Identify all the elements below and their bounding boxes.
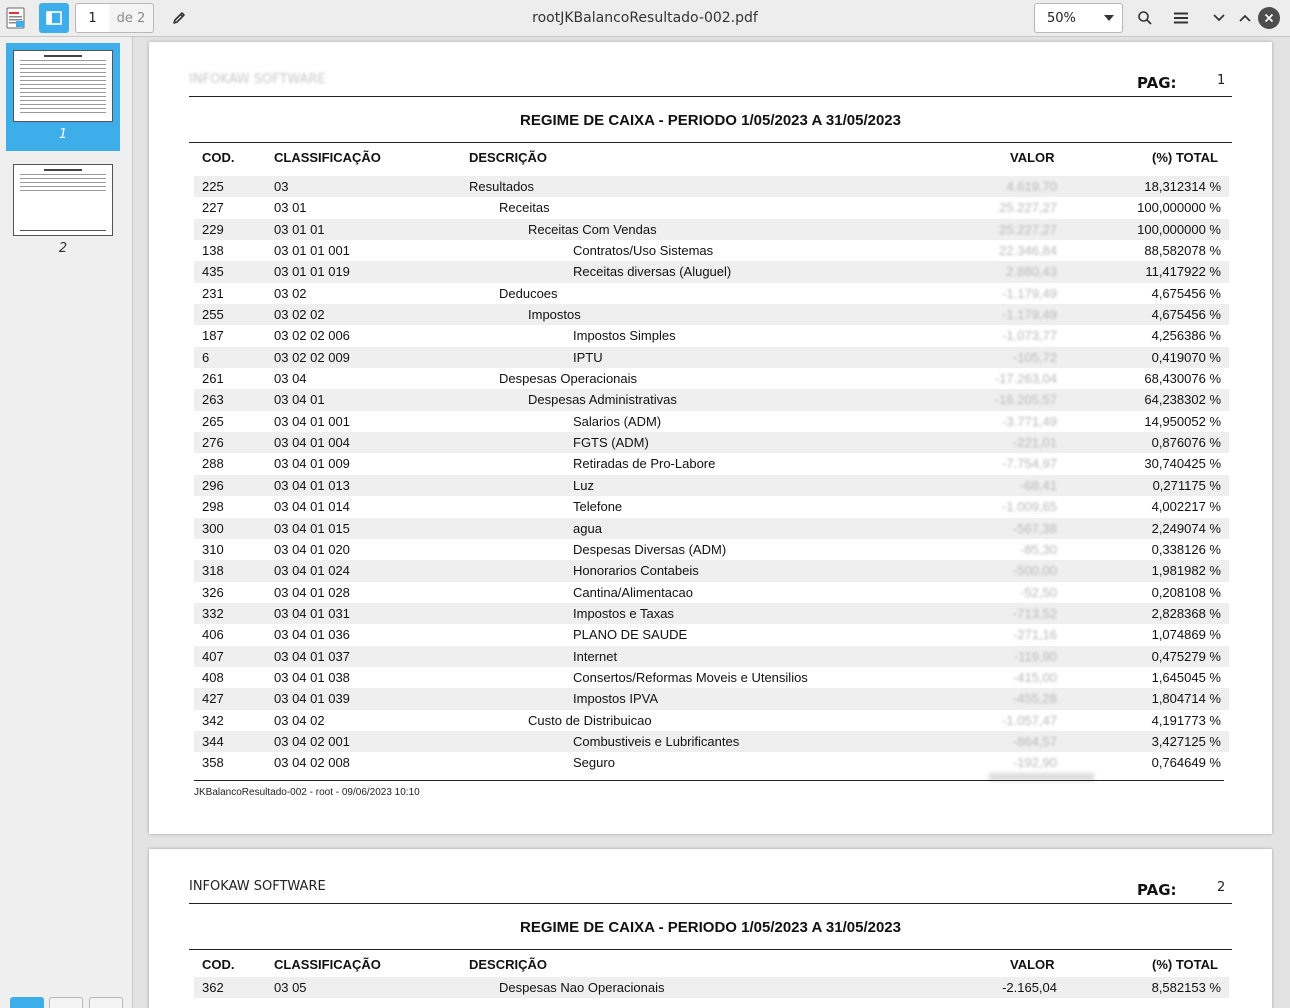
cell-descricao: Despesas Nao Operacionais: [499, 980, 665, 995]
cell-valor: -1.179,49: [1002, 307, 1057, 323]
thumbnail-page-1[interactable]: [13, 50, 113, 122]
cell-total: 0,475279 %: [1151, 648, 1221, 664]
cell-valor: -119,90: [1013, 648, 1057, 664]
cell-cod: 263: [202, 392, 224, 408]
search-button[interactable]: [1133, 6, 1157, 30]
cell-cod: 344: [202, 733, 224, 749]
search-icon: [1137, 10, 1153, 26]
cell-total: 18,312314 %: [1144, 179, 1221, 194]
cell-cod: 300: [202, 520, 224, 536]
cell-descricao: Contratos/Uso Sistemas: [573, 243, 714, 259]
thumbnail-label: 2: [58, 241, 68, 256]
close-icon: [1264, 13, 1274, 23]
cell-cod: 276: [202, 435, 224, 451]
cell-valor: -52,50: [1020, 584, 1057, 600]
sidebar-toggle-button[interactable]: [39, 3, 69, 33]
cell-cod: 332: [202, 605, 224, 621]
cell-descricao: PLANO DE SAUDE: [573, 627, 688, 643]
cell-classificacao: 03 04 01 038: [274, 669, 350, 685]
cell-classificacao: 03 01 01 001: [274, 243, 350, 259]
table-row: [194, 325, 1229, 346]
bookmarks-view-button[interactable]: [49, 997, 83, 1008]
cell-classificacao: 03 04 02: [274, 712, 325, 728]
cell-cod: 435: [202, 264, 224, 280]
table-row: [194, 624, 1229, 645]
menu-icon: [1173, 11, 1189, 25]
cell-total: 100,000000 %: [1137, 200, 1221, 216]
cell-descricao: Luz: [573, 477, 594, 493]
cell-valor: -192,90: [1012, 755, 1057, 771]
table-row: [194, 539, 1229, 560]
cell-descricao: Impostos: [528, 307, 581, 323]
table-row: [194, 261, 1229, 282]
cell-descricao: Combustiveis e Lubrificantes: [573, 733, 740, 749]
pdf-page-1: [149, 42, 1272, 834]
previous-page-button[interactable]: [1233, 6, 1257, 30]
cell-classificacao: 03 04 01 039: [274, 691, 350, 707]
table-row: [194, 582, 1229, 603]
cell-valor: -271,16: [1012, 627, 1057, 643]
cell-descricao: Deducoes: [499, 285, 558, 301]
table-row: [194, 347, 1229, 368]
table-row: [194, 603, 1229, 624]
pen-icon: [171, 10, 187, 26]
report-title: REGIME DE CAIXA - PERIODO 1/05/2023 A 31/05/2023: [520, 919, 901, 936]
header-total: (%) TOTAL: [1152, 957, 1218, 972]
cell-classificacao: 03 04: [274, 371, 307, 387]
cell-classificacao: 03 04 01 004: [274, 435, 350, 451]
cell-descricao: Impostos IPVA: [573, 691, 659, 707]
company-name: INFOKAW SOFTWARE: [189, 72, 326, 87]
cell-valor: 25.227,27: [999, 200, 1057, 216]
cell-cod: 298: [202, 499, 224, 515]
chevron-down-icon: [1212, 13, 1226, 23]
table-row: [194, 219, 1229, 240]
cell-valor: -713,52: [1012, 605, 1057, 621]
header-valor: VALOR: [1010, 150, 1055, 165]
cell-valor: -455,28: [1012, 691, 1057, 707]
cell-cod: 231: [202, 285, 224, 301]
cell-valor: -567,38: [1012, 520, 1057, 536]
header-valor: VALOR: [1010, 957, 1055, 972]
table-row: [194, 667, 1229, 688]
cell-descricao: Despesas Administrativas: [528, 392, 677, 408]
cell-classificacao: 03 01: [274, 200, 307, 216]
cell-valor: -85,30: [1020, 541, 1057, 557]
close-button[interactable]: [1258, 7, 1280, 29]
cell-total: 64,238302 %: [1144, 392, 1221, 408]
cell-total: 4,675456 %: [1151, 285, 1221, 301]
cell-total: 4,675456 %: [1151, 307, 1221, 323]
header-rule: [189, 903, 1232, 904]
cell-classificacao: 03 04 01 001: [274, 413, 350, 429]
header-classificacao: CLASSIFICAÇÃO: [274, 150, 381, 165]
cell-total: 0,271175 %: [1152, 477, 1221, 493]
cell-cod: 6: [202, 349, 210, 365]
header-cod: COD.: [202, 150, 235, 165]
cell-total: 2,249074 %: [1151, 520, 1221, 536]
cell-cod: 408: [202, 669, 224, 685]
report-title: REGIME DE CAIXA - PERIODO 1/05/2023 A 31/05/2023: [520, 112, 901, 129]
cell-total: 88,582078 %: [1144, 243, 1221, 259]
next-page-button[interactable]: [1207, 6, 1231, 30]
header-rule: [189, 96, 1232, 97]
cell-total: 8,582153 %: [1151, 980, 1221, 995]
footer-rule: [194, 780, 1224, 781]
thumbnail-page-2[interactable]: [13, 164, 113, 236]
thumbnail-sidebar: [0, 37, 133, 1008]
table-row: [194, 710, 1229, 731]
page-total-label: de 2: [109, 3, 154, 33]
cell-descricao: Custo de Distribuicao: [528, 712, 652, 728]
cell-valor: -105,72: [1012, 349, 1057, 365]
cell-cod: 227: [202, 200, 224, 216]
cell-valor: 4.619,70: [1006, 179, 1057, 194]
cell-valor: -1.073,77: [1002, 328, 1057, 344]
cell-classificacao: 03 04 01: [274, 392, 325, 408]
cell-classificacao: 03 04 01 020: [274, 541, 350, 557]
menu-button[interactable]: [1169, 6, 1193, 30]
cell-descricao: Resultados: [469, 179, 535, 194]
cell-descricao: Impostos e Taxas: [573, 605, 674, 621]
cell-valor: -2.165,04: [1002, 980, 1057, 995]
cell-classificacao: 03 04 01 028: [274, 584, 350, 600]
title-rule: [189, 142, 1232, 143]
cell-classificacao: 03 04 02 008: [274, 755, 350, 771]
page-number: 1: [1217, 73, 1226, 88]
cell-classificacao: 03 05: [274, 980, 307, 995]
cell-valor: -500,00: [1012, 563, 1057, 579]
header-total: (%) TOTAL: [1152, 150, 1218, 165]
thumbnails-view-button[interactable]: [10, 997, 44, 1008]
table-row: [194, 560, 1229, 581]
cell-valor: -1.179,49: [1002, 285, 1057, 301]
table-row: [194, 646, 1229, 667]
cell-descricao: Retiradas de Pro-Labore: [573, 456, 716, 472]
cell-classificacao: 03 04 01 031: [274, 605, 350, 621]
cell-cod: 288: [202, 456, 224, 472]
page-label: PAG:: [1137, 881, 1177, 899]
cell-cod: 265: [202, 413, 224, 429]
cell-cod: 407: [202, 648, 224, 664]
cell-total: 11,417922 %: [1145, 264, 1221, 280]
cell-descricao: Consertos/Reformas Moveis e Utensilios: [573, 669, 808, 685]
table-row: [194, 197, 1229, 218]
cell-descricao: Despesas Diversas (ADM): [573, 541, 727, 557]
cell-cod: 255: [202, 307, 224, 323]
cell-total: 2,828368 %: [1151, 605, 1221, 621]
header-descricao: DESCRIÇÃO: [469, 957, 548, 972]
cell-cod: 427: [202, 691, 224, 707]
cell-total: 4,002217 %: [1151, 499, 1221, 515]
cell-descricao: Internet: [573, 648, 618, 664]
table-row: [194, 731, 1229, 752]
cell-classificacao: 03 02: [274, 285, 307, 301]
cell-total: 0,419070 %: [1151, 349, 1221, 365]
company-name: INFOKAW SOFTWARE: [189, 879, 326, 894]
zoom-value: 50%: [1047, 10, 1076, 26]
cell-cod: 261: [202, 371, 224, 387]
attachments-view-button[interactable]: [89, 997, 123, 1008]
header-cod: COD.: [202, 957, 235, 972]
cell-total: 4,191773 %: [1151, 712, 1221, 728]
cell-descricao: Seguro: [573, 755, 615, 771]
cell-total: 100,000000 %: [1137, 221, 1221, 237]
table-row: [194, 411, 1229, 432]
title-rule: [189, 949, 1232, 950]
table-row: [194, 283, 1229, 304]
cell-valor: -3.771,49: [1002, 413, 1057, 429]
cell-valor: -17.263,04: [994, 371, 1057, 387]
cell-valor: -7.754,97: [1002, 456, 1057, 472]
cell-classificacao: 03 02 02 006: [274, 328, 350, 344]
cell-total: 68,430076 %: [1144, 371, 1221, 387]
cell-cod: 138: [202, 243, 224, 259]
cell-total: 1,645045 %: [1151, 669, 1221, 685]
cell-valor: 22.346,84: [999, 243, 1057, 259]
sidebar-toggle-icon: [46, 11, 62, 25]
cell-total: 3,427125 %: [1151, 733, 1221, 749]
cell-descricao: Salarios (ADM): [573, 413, 662, 429]
cell-valor: -1.009,65: [1002, 499, 1057, 515]
cell-total: 30,740425 %: [1144, 456, 1221, 472]
cell-cod: 187: [202, 328, 224, 344]
app-icon: [6, 7, 26, 29]
cell-classificacao: 03 04 01 009: [274, 456, 350, 472]
table-row: [194, 240, 1229, 261]
cell-descricao: FGTS (ADM): [573, 435, 649, 451]
document-title: rootJKBalancoResultado-002.pdf: [532, 10, 758, 26]
pdf-page-2: [149, 849, 1272, 1008]
cell-classificacao: 03 01 01: [274, 221, 325, 237]
cell-cod: 229: [202, 221, 224, 237]
table-row: [194, 518, 1229, 539]
cell-valor: -415,00: [1012, 669, 1057, 685]
cell-descricao: Honorarios Contabeis: [573, 563, 699, 579]
cell-valor: 25.227,27: [999, 221, 1057, 237]
report-table: [194, 176, 1229, 774]
cell-descricao: Telefone: [573, 499, 623, 515]
annotate-button[interactable]: [168, 7, 190, 29]
report-table: [194, 977, 1229, 998]
cell-total: 0,338126 %: [1151, 541, 1221, 557]
cell-descricao: Receitas: [499, 200, 550, 216]
cell-cod: 296: [202, 477, 224, 493]
cell-cod: 362: [202, 980, 224, 995]
cell-classificacao: 03 02 02 009: [274, 349, 350, 365]
cell-cod: 342: [202, 712, 224, 728]
cell-total: 0,208108 %: [1151, 584, 1221, 600]
header-descricao: DESCRIÇÃO: [469, 150, 548, 165]
cell-classificacao: 03 04 01 014: [274, 499, 350, 515]
table-row: [194, 304, 1229, 325]
cell-classificacao: 03 04 01 036: [274, 627, 350, 643]
page-number-input[interactable]: 1: [75, 3, 110, 33]
cell-total: 4,256386 %: [1151, 328, 1221, 344]
zoom-select[interactable]: [1034, 3, 1123, 33]
cell-valor: -68,41: [1020, 477, 1057, 493]
footer-text: JKBalancoResultado-002 - root - 09/06/2023 10:10: [194, 787, 420, 798]
table-row: [194, 176, 1229, 197]
cell-total: 1,074869 %: [1151, 627, 1221, 643]
cell-cod: 406: [202, 627, 224, 643]
page-label: PAG:: [1137, 74, 1177, 92]
cell-cod: 358: [202, 755, 224, 771]
cell-valor: -1.057,47: [1002, 712, 1057, 728]
document-view[interactable]: [134, 37, 1290, 1008]
chevron-down-icon: [1104, 15, 1114, 21]
cell-descricao: IPTU: [573, 349, 603, 365]
table-row: [194, 496, 1229, 517]
cell-classificacao: 03 04 01 024: [274, 563, 350, 579]
table-row: [194, 752, 1229, 773]
cell-descricao: Despesas Operacionais: [499, 371, 638, 387]
cell-valor: -16.205,57: [994, 392, 1057, 408]
cell-total: 0,764649 %: [1151, 755, 1221, 771]
table-row: [194, 688, 1229, 709]
table-row: [194, 453, 1229, 474]
cell-cod: 326: [202, 584, 224, 600]
cell-total: 14,950052 %: [1144, 413, 1221, 429]
cell-classificacao: 03 02 02: [274, 307, 325, 323]
cell-classificacao: 03 04 02 001: [274, 733, 350, 749]
cell-classificacao: 03: [274, 179, 289, 194]
cell-cod: 318: [202, 563, 224, 579]
cell-valor: -221,01: [1012, 435, 1057, 451]
cell-classificacao: 03 04 01 013: [274, 477, 350, 493]
toolbar: [0, 0, 1290, 37]
table-row: [194, 977, 1229, 998]
cell-valor: 2.880,43: [1006, 264, 1057, 280]
table-row: [194, 475, 1229, 496]
chevron-up-icon: [1238, 13, 1252, 23]
cell-classificacao: 03 01 01 019: [274, 264, 350, 280]
cell-total: 1,804714 %: [1151, 691, 1221, 707]
cell-cod: 225: [202, 179, 224, 194]
page-number: 2: [1217, 880, 1226, 895]
table-row: [194, 389, 1229, 410]
header-classificacao: CLASSIFICAÇÃO: [274, 957, 381, 972]
table-row: [194, 368, 1229, 389]
cell-valor: -864,57: [1012, 733, 1057, 749]
cell-descricao: Impostos Simples: [573, 328, 676, 344]
cell-descricao: Cantina/Alimentacao: [573, 584, 693, 600]
cell-classificacao: 03 04 01 037: [274, 648, 350, 664]
cell-cod: 310: [202, 541, 224, 557]
cell-descricao: agua: [573, 520, 602, 536]
table-row: [194, 432, 1229, 453]
cell-descricao: Receitas Com Vendas: [528, 221, 657, 237]
cell-total: 1,981982 %: [1151, 563, 1221, 579]
cell-descricao: Receitas diversas (Aluguel): [573, 264, 732, 280]
cell-classificacao: 03 04 01 015: [274, 520, 350, 536]
cell-total: 0,876076 %: [1151, 435, 1221, 451]
thumbnail-label: 1: [58, 127, 68, 142]
